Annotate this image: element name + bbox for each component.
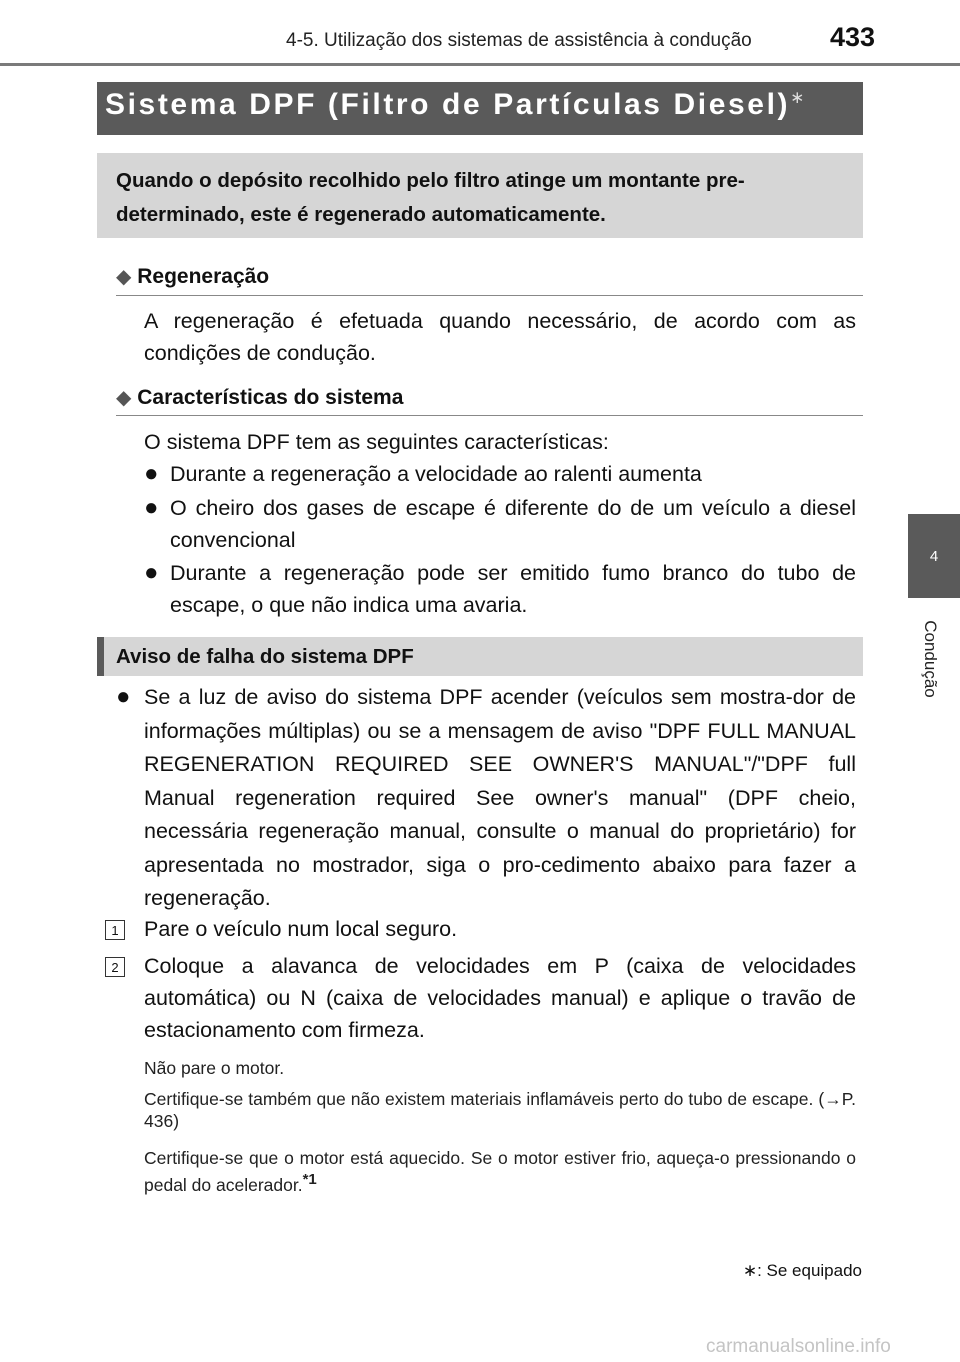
watermark: carmanualsonline.info <box>706 1336 891 1357</box>
chapter-label-wrap <box>900 604 960 714</box>
regeneration-heading-text: Regeneração <box>137 265 270 288</box>
footnote <box>700 1261 862 1281</box>
step-number-badge <box>105 957 125 977</box>
features-bullet-3: Durante a regeneração pode ser emitido fumo branco do tubo de escape, o que não indica uma avaria. <box>170 561 856 617</box>
note-3-footnote-ref: *1 <box>302 1171 317 1188</box>
intro-text: Quando o depósito recolhido pelo filtro atinge um montante pre-determinado, este é regenerado automaticamente. <box>116 169 745 226</box>
bullet-icon: ● <box>144 559 159 586</box>
title-asterisk: ∗ <box>790 88 805 107</box>
step-number-badge <box>105 920 125 940</box>
features-rule <box>116 415 863 416</box>
warning-heading: Aviso de falha do sistema DPF <box>116 645 414 668</box>
footnote-text: : Se equipado <box>757 1261 862 1280</box>
step-1-text: Pare o veículo num local seguro. <box>144 917 458 941</box>
features-heading-text: Características do sistema <box>137 386 404 409</box>
header-rule <box>0 63 960 66</box>
footnote-asterisk: ∗ <box>742 1261 758 1280</box>
note-1: Não pare o motor. <box>144 1058 285 1078</box>
note-3-text: Certifique-se que o motor está aquecido. Se o motor estiver frio, aqueça-o pressionando o pedal do acelerador. <box>144 1148 856 1195</box>
bullet-icon: ● <box>116 683 131 710</box>
chapter-label: Condução <box>921 620 941 698</box>
regeneration-body: A regeneração é efetuada quando necessário, de acordo com as condições de condução. <box>144 309 856 365</box>
features-bullet-2: O cheiro dos gases de escape é diferente do de um veículo a diesel convencional <box>170 496 856 552</box>
step-2-number: 2 <box>111 959 119 975</box>
regeneration-heading <box>116 264 269 289</box>
arrow-icon: → <box>824 1089 842 1109</box>
regeneration-rule <box>116 295 863 296</box>
bullet-icon: ● <box>144 494 159 521</box>
step-2-text: Coloque a alavanca de velocidades em P (caixa de velocidades automática) ou N (caixa de velocidades manual) e aplique o travão de estacionamento com firmeza. <box>144 954 856 1042</box>
chapter-number: 4 <box>929 547 939 565</box>
note-2-text: Certifique-se também que não existem materiais inflamáveis perto do tubo de escape. ( <box>144 1089 825 1109</box>
page-title-text: Sistema DPF (Filtro de Partículas Diesel) <box>105 88 791 121</box>
note-2 <box>144 1088 856 1132</box>
page-number: 433 <box>830 22 876 52</box>
step-1-number: 1 <box>111 922 119 938</box>
features-bullet-1: Durante a regeneração a velocidade ao ralenti aumenta <box>170 462 702 486</box>
diamond-icon: ◆ <box>116 266 132 288</box>
warning-heading-accent <box>97 637 104 676</box>
warning-bullet: Se a luz de aviso do sistema DPF acender (veículos sem mostra-dor de informações múltiplas) ou se a mensagem de aviso "DPF FULL MANUAL REGENERATION REQUIRED SEE OWNER'S MANUAL"/"DPF full Manual regeneration required See owner's manual" (DPF cheio, necessária regeneração manual, consulte o manual do proprietário) for apresentada no mostrador, siga o pro-cedimento abaixo para fazer a regeneração. <box>144 685 856 910</box>
note-3 <box>144 1147 856 1196</box>
bullet-icon: ● <box>144 460 159 487</box>
chapter-tab <box>908 514 960 598</box>
note-2-ref: P. 436) <box>144 1089 856 1131</box>
features-lead: O sistema DPF tem as seguintes características: <box>144 430 609 454</box>
features-heading <box>116 385 403 410</box>
header-section-title: 4-5. Utilização dos sistemas de assistência à condução <box>286 30 752 51</box>
page-title <box>105 88 804 122</box>
diamond-icon: ◆ <box>116 387 132 409</box>
